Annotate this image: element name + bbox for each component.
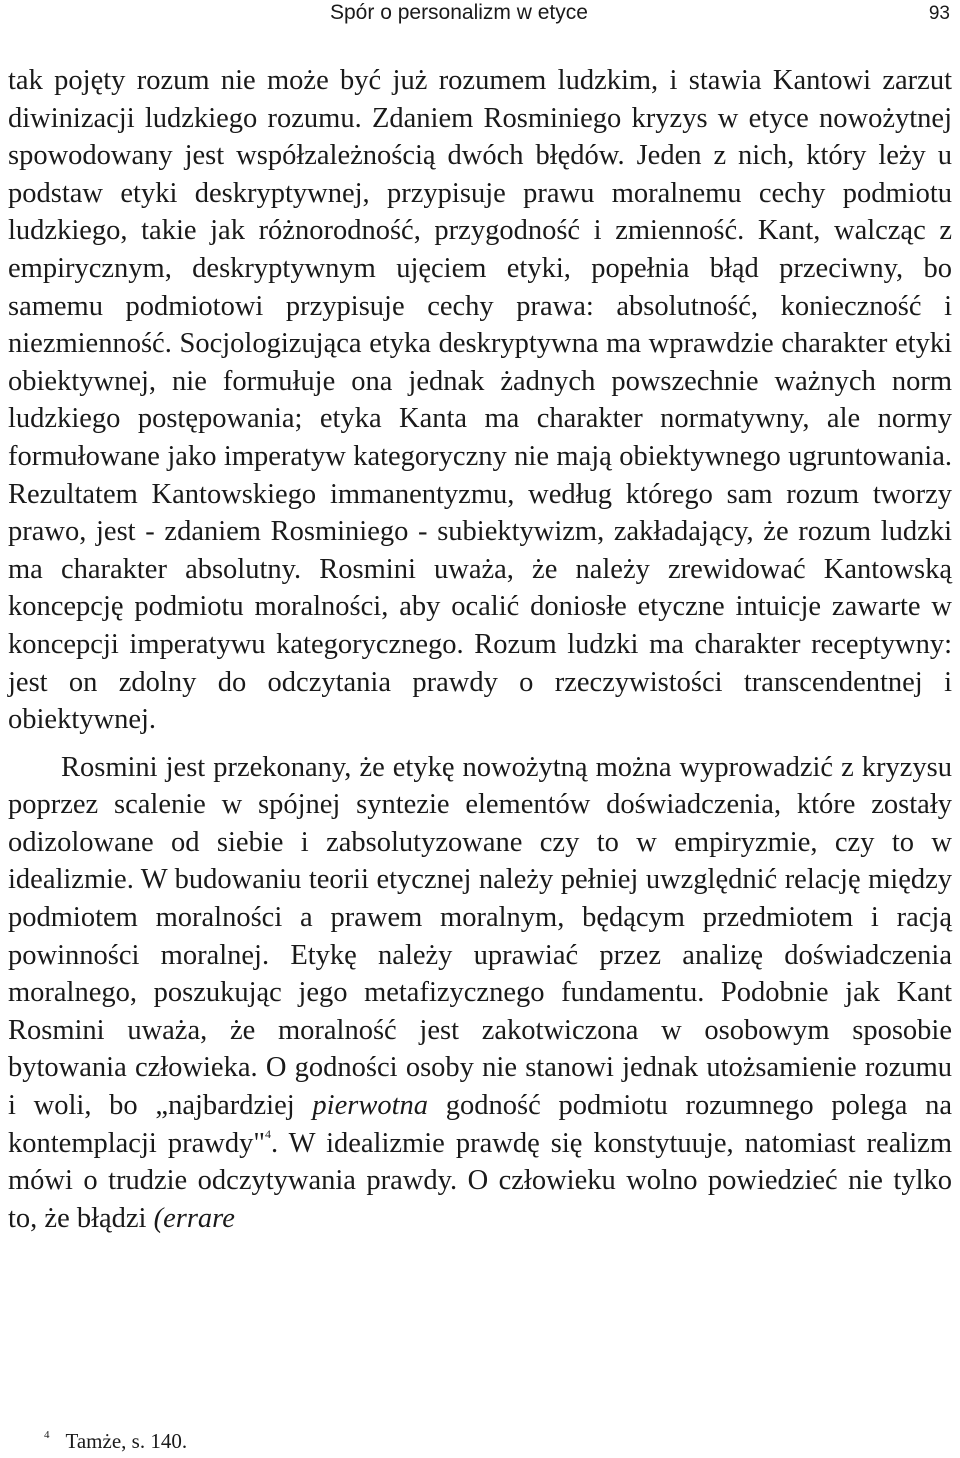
body-text — [8, 62, 952, 1237]
footnote — [44, 1428, 187, 1454]
paragraph-2-part-b: godność podmiotu rozumnego polega na kontemplacji prawdy" — [8, 1090, 952, 1159]
italic-term-pierwotna: pierwotna — [312, 1090, 428, 1122]
page-number: 93 — [928, 3, 950, 24]
footnote-reference: 4 — [264, 1126, 271, 1141]
running-head-title: Spór o personalizm w etyce — [330, 1, 588, 24]
footnote-text: Tamże, s. 140. — [65, 1429, 188, 1453]
footnote-number: 4 — [44, 1429, 50, 1441]
paragraph-1: tak pojęty rozum nie może być już rozumem ludzkim, i stawia Kantowi zarzut diwinizacji ludzkiego rozumu. Zdaniem Rosminiego kryzys w etyce nowożytnej spowodowany jest współzależnością dwóch błędów. Jeden z nich, który leży u podstaw etyki deskryptywnej, przypisuje prawu moralnemu cechy podmiotu ludzkiego, takie jak różnorodność, przygodność i zmienność. Kant, walcząc z empirycznym, deskryptywnym ujęciem etyki, popełnia błąd przeciwny, bo samemu podmiotowi przypisuje cechy prawa: absolutność, konieczność i niezmienność. Socjologizująca etyka deskryptywna ma wprawdzie charakter etyki obiektywnej, nie formułuje ona jednak żadnych powszechnie ważnych norm ludzkiego postępowania; etyka Kanta ma charakter normatywny, ale normy formułowane jako imperatyw kategoryczny nie mają obiektywnego ugruntowania. Rezultatem Kantowskiego immanentyzmu, według którego sam rozum tworzy prawo, jest - zdaniem Rosminiego - subiektywizm, zakładający, że rozum ludzki ma charakter absolutny. Rosmini uważa, że należy zrewidować Kantowską koncepcję podmiotu moralności, aby ocalić doniosłe etyczne intuicje zawarte w koncepcji imperatywu kategorycznego. Rozum ludzki ma charakter receptywny: jest on zdolny do odczytania prawdy o rzeczywistości transcendentnej i obiektywnej. — [8, 65, 952, 736]
paragraph-2 — [8, 749, 952, 1238]
paragraph-2-part-c: . W idealizmie prawdę się konstytuuje, natomiast realizm mówi o trudzie odczytywania prawdy. O człowieku wolno powiedzieć nie tylko to, że błądzi — [8, 1127, 952, 1234]
running-head — [0, 0, 960, 40]
paragraph-2-part-a: Rosmini jest przekonany, że etykę nowożytną można wyprowadzić z kryzysu poprzez scalenie w spójnej syntezie elementów doświadczenia, które zostały odizolowane od siebie i zabsolutyzowane czy to w empiryzmie, czy to w idealizmie. W budowaniu teorii etycznej należy pełniej uwzględnić relację między podmiotem moralności a prawem moralnym, będącym przedmiotem i racją powinności moralnej. Etykę należy uprawiać przez analizę doświadczenia moralnego, poszukując jego metafizycznego fundamentu. Podobnie jak Kant Rosmini uważa, że moralność jest zakotwiczona w osobowym sposobie bytowania człowieka. O godności osoby nie stanowi jednak utożsamienie rozumu i woli, bo „najbardziej — [8, 751, 952, 1122]
italic-term-errare: (errare — [153, 1202, 235, 1234]
